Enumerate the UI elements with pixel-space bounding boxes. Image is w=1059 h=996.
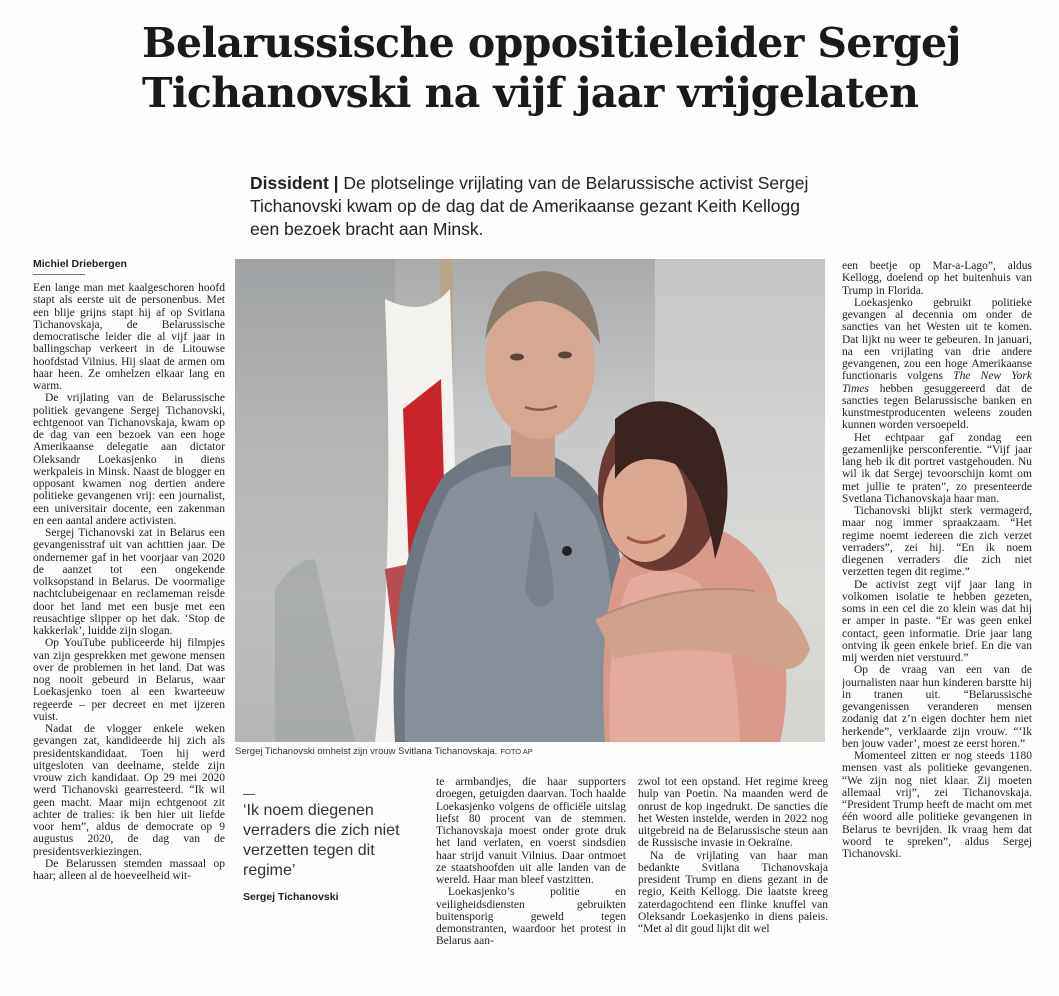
article-column-2 — [436, 776, 626, 978]
paragraph: De vrijlating van de Belarussische politiek gevangene Sergej Tichanovski, echtgenoot van Tichanovskaja, kwam op de dag van een bezoek van een hoge Amerikaanse delegatie aan dictator Oleksandr Loekasjenko in diens werkpaleis in Minsk. Naast de blogger en opposant kwamen nog dertien andere politieke gevangenen vrij: een journalist, een universitair docente, een zakenman en een aantal andere activisten. — [33, 392, 225, 527]
paragraph: een beetje op Mar-a-Lago”, aldus Kellogg, doelend op het buitenhuis van Trump in Florida. — [842, 260, 1032, 297]
paragraph: Momenteel zitten er nog steeds 1180 mensen vast als politieke gevangenen. “We zijn nog niet klaar. Zij moeten allemaal vrij”, zei Tichanovskaja. “President Trump heeft de macht om met één woord alle politieke gevangenen in Belarus te bevrijden. Ik vraag hem dat woord te spreken”, aldus Sergej Tichanovski. — [842, 750, 1032, 860]
paragraph — [842, 297, 1032, 432]
caption-text: Sergej Tichanovski omhelst zijn vrouw Svitlana Tichanovskaja. — [235, 746, 498, 757]
byline: Michiel Driebergen — [33, 258, 127, 270]
article-column-1 — [33, 282, 225, 978]
paragraph: Een lange man met kaalgeschoren hoofd stapt als eerste uit de personenbus. Met een blije grijns stapt hij af op Svitlana Tichanovskaja, de Belarussische democratische leider die al vijf jaar in ballingschap verkeert in de Litouwse hoofdstad Vilnius. Hij slaat de armen om haar heen. Ze omhelzen elkaar lang en warm. — [33, 282, 225, 392]
byline-rule — [33, 274, 85, 275]
article-column-4 — [842, 260, 1032, 978]
intro-kicker: Dissident | — [250, 173, 339, 193]
paragraph: De activist zegt vijf jaar lang in volkomen isolatie te hebben gezeten, soms in een cel die zo klein was dat hij er amper in paste. “Er was geen enkel contact, geen informatie. Drie jaar lang ontving ik geen enkele brief. En die van mij werden niet verstuurd.” — [842, 578, 1032, 664]
paragraph: Op YouTube publiceerde hij filmpjes van zijn gesprekken met gewone mensen over de problemen in het land. Dat was nog nooit gebeurd in Belarus, waar Loekasjenko toen al een kwarteeuw regeerde – per decreet en met ijzeren vuist. — [33, 637, 225, 723]
paragraph: De Belarussen stemden massaal op haar; alleen al de hoeveelheid wit- — [33, 857, 225, 882]
news-photo — [235, 259, 825, 742]
paragraph: Nadat de vlogger enkele weken gevangen zat, kandideerde hij zich als presidentskandidaat. Toen hij werd uitgesloten van deelname, stelde zijn vrouw zich kandidaat. Op 29 mei 2020 werd Tichanovski gearresteerd. “Ik wil geen macht. Maar mijn echtgenoot zit achter de tralies: ik ben hier uit liefde voor hem”, aldus de democrate op 9 augustus 2020, de dag van de presidentsverkiezingen. — [33, 723, 225, 858]
paragraph: Tichanovski blijkt sterk vermagerd, maar nog immer spraakzaam. “Het regime noemt iedereen die zich verzet verraders”, zei hij. “En ik noem diegenen verraders die zich niet verzetten tegen dit regime.” — [842, 505, 1032, 579]
article-intro — [250, 172, 810, 241]
pull-quote-attribution: Sergej Tichanovski — [243, 891, 339, 903]
photo-caption — [235, 746, 835, 758]
paragraph: Na de vrijlating van haar man bedankte Svitlana Tichanovskaja president Trump en diens gezant in de regio, Keith Kellogg. Die laatste kreeg zaterdagochtend een flinke knuffel van Oleksandr Loekasjenko in diens paleis. “Met al dit goud lijkt dit wel — [638, 849, 828, 935]
paragraph: Het echtpaar gaf zondag een gezamenlijke persconferentie. “Vijf jaar lang heb ik dit portret vastgehouden. Nu wil ik dat Sergej tevoorschijn komt om met jullie te praten”, zo presenteerde Svetlana Tichanovskaja haar man. — [842, 431, 1032, 505]
paragraph-text: Loekasjenko gebruikt politieke gevangen al decennia om onder de sancties van het Westen uit te komen. Dat lijkt nu weer te gebeuren. In januari, na een vrijlating van drie andere gevangenen, zou een hoge Amerikaanse functionaris volgens — [842, 296, 1032, 383]
photo-credit: FOTO AP — [500, 747, 533, 756]
paragraph: zwol tot een opstand. Het regime kreeg hulp van Poetin. Na maanden werd de onrust de kop ingedrukt. De sancties die het Westen instelde, werden in 2022 nog uitgebreid na de Belarussische steun aan de Russische invasie in Oekraïne. — [638, 776, 828, 850]
paragraph: Loekasjenko’s politie en veiligheidsdiensten gebruikten buitensporig geweld tegen demonstranten, waardoor het protest in Belarus aan- — [436, 886, 626, 948]
headline: Belarussische oppositieleider Sergej Tichanovski na vijf jaar vrijgelaten — [142, 19, 961, 117]
paragraph-text: hebben gesuggereerd dat de sancties tegen Belarussische banken en kunstmestproducenten weleens zouden kunnen worden versoepeld. — [842, 382, 1032, 432]
paragraph: te armbandjes, die haar supporters droegen, getuigden daarvan. Toch haalde Loekasjenko volgens de officiële uitslag liefst 80 procent van de stemmen. Tichanovskaja moest onder grote druk het land verlaten, en voerst sindsdien haar strijd vanuit Vilnius. Daar ontmoet ze staatshoofden uit alle landen van de wereld. Haar man bleef vastzitten. — [436, 776, 626, 886]
newspaper-title: The New York Times — [842, 370, 1032, 395]
photo-illustration — [235, 259, 825, 742]
pull-quote — [243, 794, 423, 903]
article-column-3 — [638, 776, 828, 978]
pull-quote-rule — [243, 794, 255, 795]
pull-quote-text: ‘Ik noem diegenen verraders die zich niet verzetten tegen dit regime’ — [243, 802, 400, 879]
paragraph: Sergej Tichanovski zat in Belarus een gevangenisstraf uit van achttien jaar. De ondernemer gaf in het voorjaar van 2020 de aanzet tot een ongekende volksopstand in Belarus. De voormalige nachtclubeigenaar en reclameman reisde door het land met een busje met een reusachtige slipper op het dak. ‘Stop de kakkerlak’, luidde zijn slogan. — [33, 527, 225, 637]
paragraph: Op de vraag van een van de journalisten naar hun kinderen barstte hij in tranen uit. “Belarussische gevangenissen veranderen mensen zodanig dat z’n eigen dochter hem niet herkende”, verklaarde zijn vrouw. “‘Ik ben jouw vader’, moest ze eerst horen.” — [842, 664, 1032, 750]
intro-text: De plotselinge vrijlating van de Belarussische activist Sergej Tichanovski kwam op de dag dat de Amerikaanse gezant Keith Kellogg een bezoek bracht aan Minsk. — [250, 173, 809, 239]
